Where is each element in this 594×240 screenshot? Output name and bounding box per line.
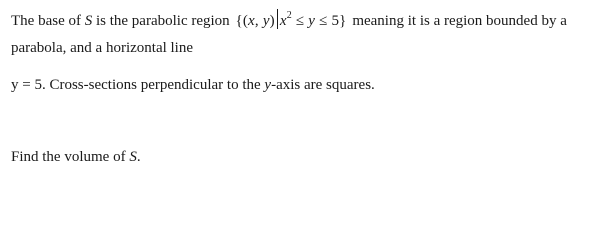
solid-variable-s: S (84, 13, 93, 29)
problem-line-2: parabola, and a horizontal line (11, 40, 194, 56)
set-comma: , (254, 13, 263, 29)
line1-pre-text: The base of (11, 13, 85, 29)
line4-post-text: . (136, 149, 141, 165)
set-var-y-2: y (308, 13, 316, 29)
line3-pre-text: y = 5. Cross-sections perpendicular to the (11, 77, 265, 93)
solid-variable-s-2: S (129, 149, 137, 165)
problem-line-4 (11, 148, 141, 166)
set-divider-bar (277, 9, 278, 29)
set-exponent: 2 (286, 10, 292, 21)
line4-pre-text: Find the volume of (11, 149, 130, 165)
line1-mid-text: is the parabolic region (92, 13, 234, 29)
axis-variable-y: y (264, 77, 272, 93)
line1-post-text: meaning it is a region bounded by a (348, 13, 567, 29)
set-var-x-squared: x (279, 13, 287, 29)
set-le-1: ≤ (291, 13, 309, 29)
region-set-notation (235, 9, 346, 30)
line3-post-text: -axis are squares. (271, 77, 375, 93)
set-le-2: ≤ 5} (315, 13, 347, 29)
problem-line-1 (11, 9, 567, 30)
set-var-x: x (248, 13, 255, 29)
set-var-y: y (262, 13, 270, 29)
set-close-paren: ) (269, 13, 275, 29)
problem-line-3 (11, 76, 375, 94)
set-open: {( (235, 13, 249, 29)
